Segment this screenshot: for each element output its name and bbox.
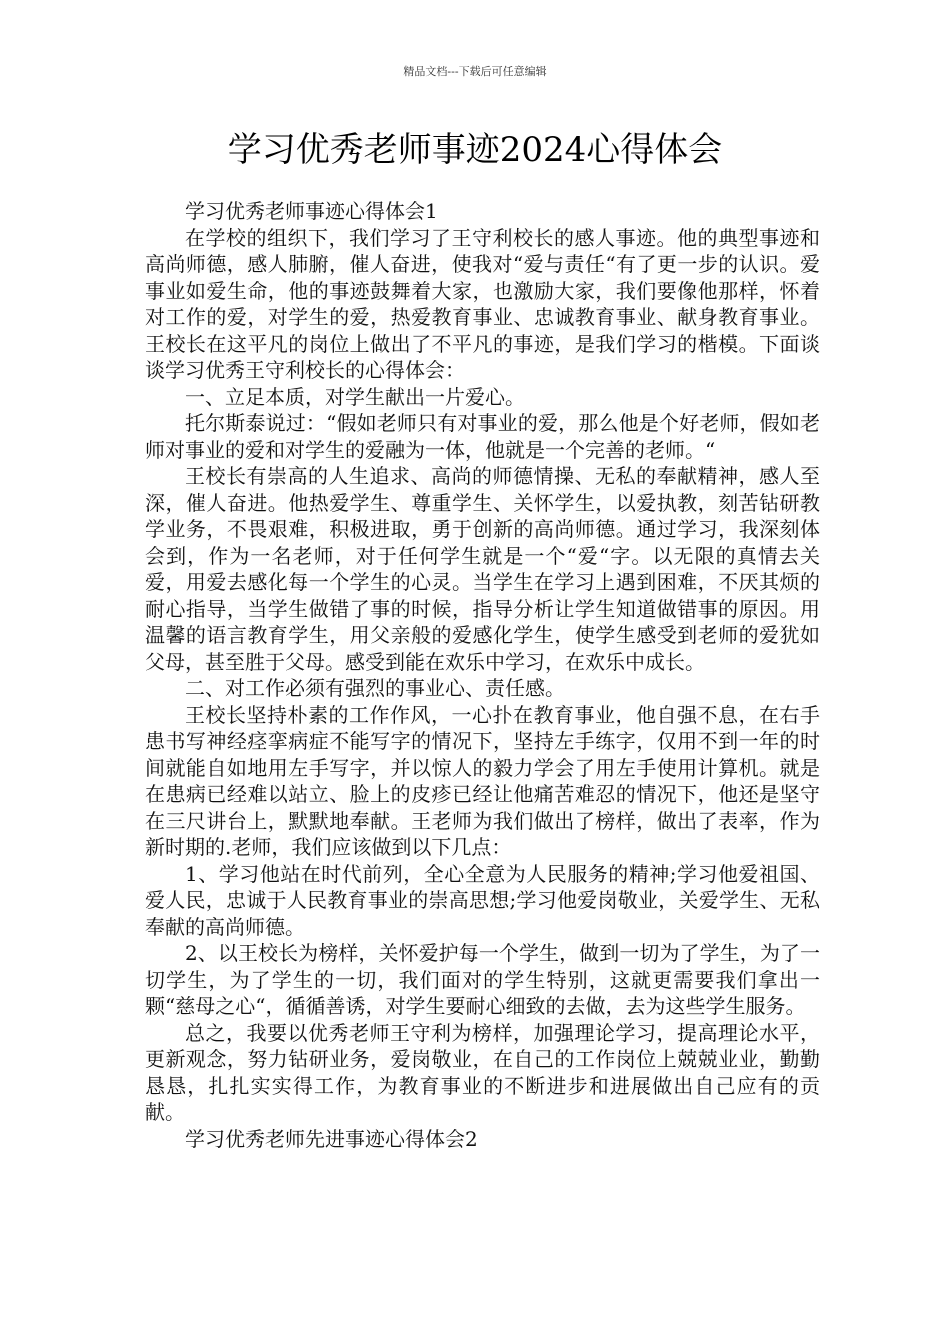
body-paragraph: 总之，我要以优秀老师王守利为榜样，加强理论学习，提高理论水平，更新观念，努力钻研业务，爱岗敬业，在自己的工作岗位上兢兢业业，勤勤恳恳，扎扎实实得工作，为教育事业的不断进步和进展做出自己应有的贡献。 bbox=[145, 1020, 820, 1124]
list-item-2: 2、以王校长为榜样，关怀爱护每一个学生，做到一切为了学生，为了一切学生，为了学生的一切，我们面对的学生特别，这就更需要我们拿出一颗“慈母之心“，循循善诱，对学生要耐心细致的去做，去为这些学生服务。 bbox=[145, 941, 820, 1018]
body-paragraph: 在学校的组织下，我们学习了王守利校长的感人事迹。他的典型事迹和高尚师德，感人肺腑，催人奋进，使我对“爱与责任“有了更一步的认识。爱事业如爱生命，他的事迹鼓舞着大家，也激励大家，我们要像他那样，怀着对工作的爱，对学生的爱，热爱教育事业、忠诚教育事业、献身教育事业。王校长在这平凡的岗位上做出了不平凡的事迹，是我们学习的楷模。下面谈谈学习优秀王守利校长的心得体会： bbox=[145, 225, 820, 382]
sub-heading-2: 二、对工作必须有强烈的事业心、责任感。 bbox=[185, 676, 565, 700]
body-paragraph: 托尔斯泰说过：“假如老师只有对事业的爱，那么他是个好老师，假如老师对事业的爱和对学生的爱融为一体，他就是一个完善的老师。“ bbox=[145, 411, 820, 462]
document-title: 学习优秀老师事迹2024心得体会 bbox=[227, 130, 723, 170]
section-heading-1: 学习优秀老师事迹心得体会1 bbox=[185, 199, 438, 223]
body-paragraph: 王校长坚持朴素的工作作风，一心扑在教育事业，他自强不息，在右手患书写神经痉挛病症不能写字的情况下，坚持左手练字，仅用不到一年的时间就能自如地用左手写字，并以惊人的毅力学会了用左手使用计算机。就是在患病已经难以站立、脸上的皮疹已经让他痛苦难忍的情况下，他还是坚守在三尺讲台上，默默地奉献。王老师为我们做出了榜样，做出了表率，作为新时期的.老师，我们应该做到以下几点： bbox=[145, 702, 820, 859]
list-item-1: 1、学习他站在时代前列，全心全意为人民服务的精神;学习他爱祖国、爱人民，忠诚于人民教育事业的崇高思想;学习他爱岗敬业，关爱学生、无私奉献的高尚师德。 bbox=[145, 861, 820, 939]
section-heading-2: 学习优秀老师先进事迹心得体会2 bbox=[185, 1126, 478, 1151]
sub-heading-1: 一、立足本质，对学生献出一片爱心。 bbox=[185, 384, 525, 409]
page-header: 精品文档---下载后可任意编辑 bbox=[403, 65, 547, 78]
body-paragraph: 王校长有崇高的人生追求、高尚的师德情操、无私的奉献精神，感人至深，催人奋进。他热爱学生、尊重学生、关怀学生，以爱执教，刻苦钻研教学业务，不畏艰难，积极进取，勇于创新的高尚师德。通过学习，我深刻体会到，作为一名老师，对于任何学生就是一个“爱“字。以无限的真情去关爱，用爱去感化每一个学生的心灵。当学生在学习上遇到困难，不厌其烦的耐心指导，当学生做错了事的时候，指导分析让学生知道做错事的原因。用温馨的语言教育学生，用父亲般的爱感化学生，使学生感受到老师的爱犹如父母，甚至胜于父母。感受到能在欢乐中学习，在欢乐中成长。 bbox=[145, 464, 820, 674]
document-body bbox=[145, 198, 820, 1152]
